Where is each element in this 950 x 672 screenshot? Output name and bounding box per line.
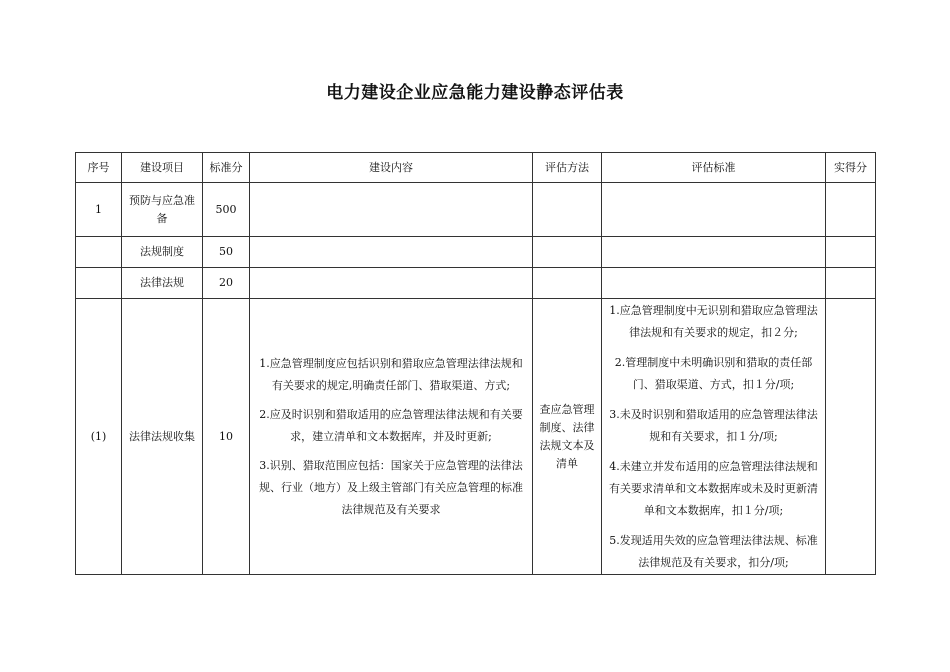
row-content [250, 268, 533, 299]
row-actual-score [826, 299, 876, 575]
criteria-item: 2.管理制度中未明确识别和猎取的责任部门、猎取渠道、方式，扣１分/项; [614, 355, 813, 391]
row-method [533, 268, 602, 299]
criteria-item: 3.未及时识别和猎取适用的应急管理法律法规和有关要求，扣１分/项; [609, 407, 818, 443]
row-score: 50 [203, 237, 250, 268]
header-standard-score: 标准分 [203, 153, 250, 183]
row-content [250, 237, 533, 268]
content-item: 2.应及时识别和猎取适用的应急管理法律法规和有关要求，建立清单和文本数据库，并及时更新; [259, 407, 523, 443]
row-item: 法律法规收集 [122, 299, 203, 575]
criteria-item: 1.应急管理制度中无识别和猎取应急管理法律法规和有关要求的规定，扣２分; [609, 303, 818, 339]
row-method [533, 183, 602, 237]
row-score: 500 [203, 183, 250, 237]
row-actual-score [826, 268, 876, 299]
header-criteria: 评估标准 [602, 153, 826, 183]
row-criteria [602, 299, 826, 575]
row-content [250, 299, 533, 575]
row-method [533, 237, 602, 268]
table-row [76, 268, 876, 299]
row-no: 1 [76, 183, 122, 237]
row-criteria [602, 268, 826, 299]
content-item: 3.识别、猎取范围应包括：国家关于应急管理的法律法规、行业（地方）及上级主管部门有关应急管理的标准法律规范及有关要求 [259, 458, 523, 516]
header-method: 评估方法 [533, 153, 602, 183]
row-item: 法规制度 [122, 237, 203, 268]
row-content [250, 183, 533, 237]
row-no [76, 268, 122, 299]
row-score: 20 [203, 268, 250, 299]
header-item: 建设项目 [122, 153, 203, 183]
page-title: 电力建设企业应急能力建设静态评估表 [326, 83, 624, 103]
header-actual-score: 实得分 [826, 153, 876, 183]
criteria-item: 4.未建立并发布适用的应急管理法律法规和有关要求清单和文本数据库或未及时更新清单和文本数据库，扣１分/项; [609, 459, 818, 517]
table-row [76, 237, 876, 268]
table-row [76, 183, 876, 237]
row-no [76, 237, 122, 268]
header-no: 序号 [76, 153, 122, 183]
row-actual-score [826, 237, 876, 268]
row-item: 预防与应急准备 [122, 183, 203, 237]
table-row [76, 299, 876, 575]
row-actual-score [826, 183, 876, 237]
row-method: 查应急管理制度、法律法规文本及清单 [533, 299, 602, 575]
row-criteria [602, 237, 826, 268]
content-item: 1.应急管理制度应包括识别和猎取应急管理法律法规和有关要求的规定,明确责任部门、猎取渠道、方式; [259, 356, 523, 392]
header-row [76, 153, 876, 183]
row-criteria [602, 183, 826, 237]
criteria-item: 5.发现适用失效的应急管理法律法规、标准法律规范及有关要求，扣分/项; [609, 533, 818, 569]
row-item: 法律法规 [122, 268, 203, 299]
row-no: (1) [76, 299, 122, 575]
header-content: 建设内容 [250, 153, 533, 183]
row-score: 10 [203, 299, 250, 575]
evaluation-table [75, 152, 876, 575]
